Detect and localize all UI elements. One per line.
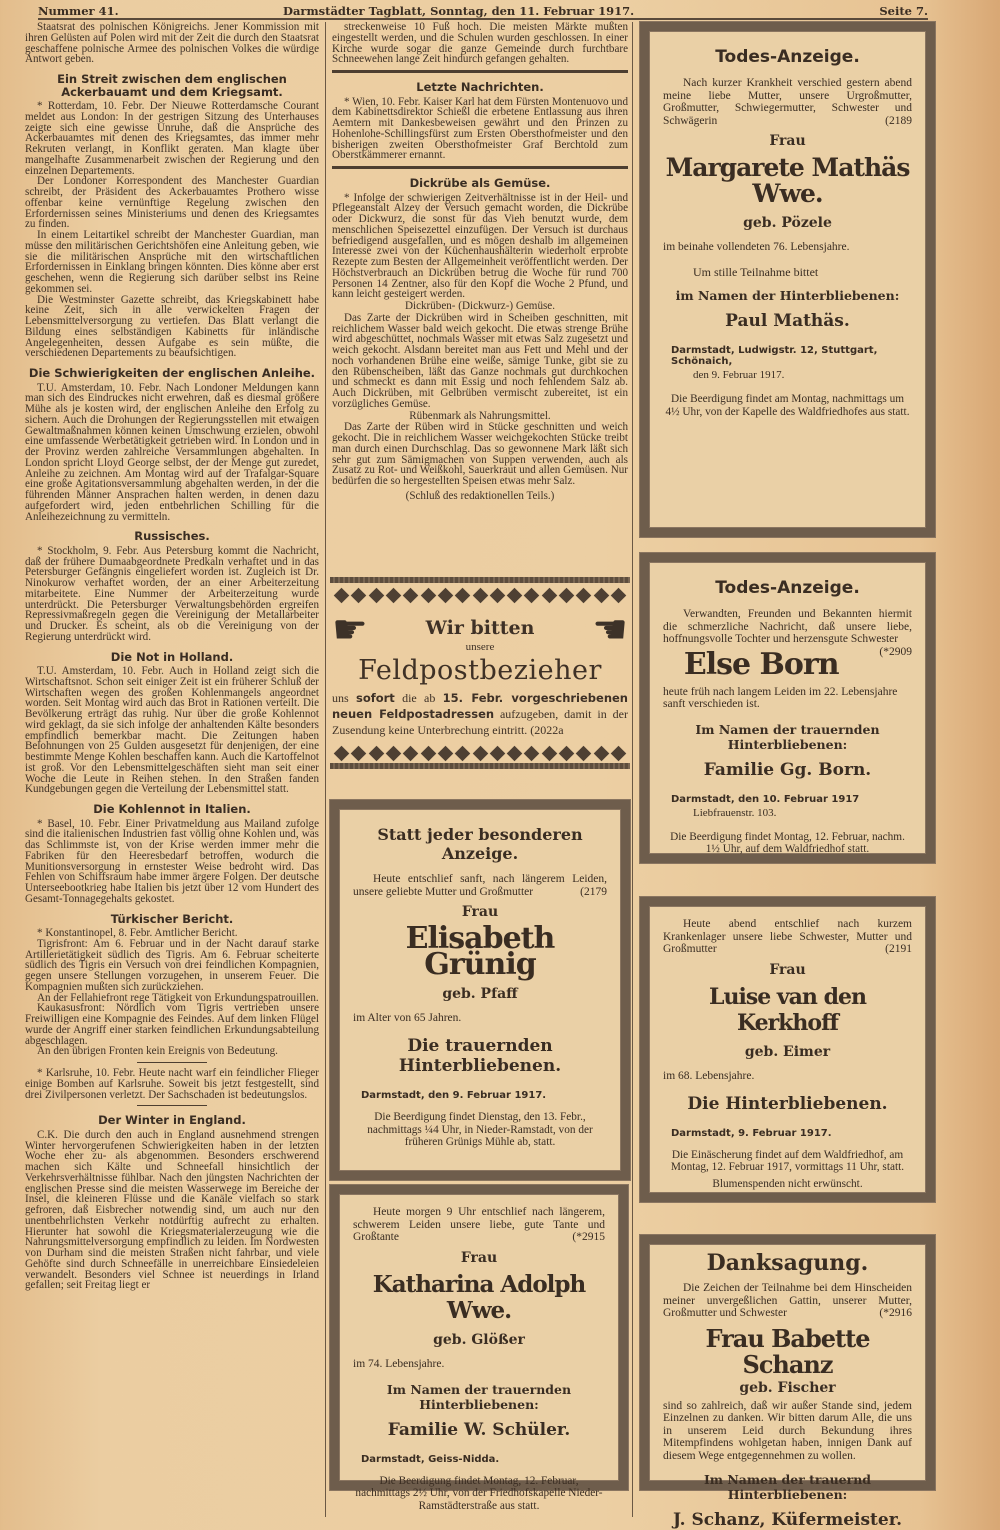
page-header — [38, 4, 928, 20]
article-paragraph: (Schluß des redaktionellen Teils.) — [405, 489, 555, 502]
ad-reference-code: (2191 — [885, 943, 912, 955]
article-paragraph: Tigrisfront: Am 6. Februar und in der Nacht darauf starke Artillerietätigkeit südlich des Tigris. Am 6. Februar scheiterte südlich des Tigris ein Versuch von drei feindlichen Kompagnien, gegen unsere Stellungen vorzugehen, in unserem Feuer. Die Kompagnien mußten sich zurückziehen. — [25, 937, 319, 993]
article-paragraph: Kaukasusfront: Nördlich vom Tigris vertrieben unsere Freiwilligen eine Kompagnie des Feindes. Auf dem linken Flügel wurde der Angriff einer starken feindlichen Erkundungsabteilung abgeschlagen. — [25, 1002, 319, 1047]
issue-number: Nummer 41. — [38, 4, 119, 18]
notice-signer — [663, 1510, 912, 1530]
masthead: Darmstädter Tagblatt, Sonntag, den 11. Februar 1917. — [283, 4, 635, 18]
notice-text: geb. Fischer — [739, 1379, 836, 1396]
diamond-border — [330, 744, 630, 763]
notice-age — [663, 686, 912, 710]
notice-text: geb. Pözele — [743, 215, 832, 231]
ad-title: Feldpostbezieher — [358, 655, 602, 686]
notice-text: Die Beerdigung findet Dienstag, den 13. Febr., nachmittags ¼4 Uhr, in Nieder-Ramstadt, von der früheren Grünigs Mühle ab, statt. — [367, 1111, 593, 1148]
notice-text: im 74. Lebensjahre. — [353, 1357, 445, 1370]
notice-text: Im Namen der trauernden Hinterbliebenen: — [695, 721, 880, 752]
notice-frau — [353, 904, 607, 920]
notice-age — [663, 1070, 912, 1082]
notice-text: J. Schanz, Küfermeister. — [672, 1510, 903, 1530]
notice-text: Familie W. Schüler. — [387, 1419, 571, 1440]
article-paragraph: Das Zarte der Rüben wird in Stücke geschnitten und weich gekocht. Die in reichlichem Wasser weichgekochten Stücke treibt man durch einen Durchschlag. Das so gewonnene Mark läßt sich sehr gut zum Sämigmachen von Suppen verwenden, auch als Zusatz zu Rot- und Weißkohl, Sauerkraut und allen Gemüsen. Nur bedürfen die so hergestellten Speisen etwas mehr Salz. — [332, 421, 628, 487]
ad-bold-text: sofort — [355, 691, 395, 705]
notice-funeral — [353, 1475, 605, 1513]
ornamental-band — [330, 577, 630, 583]
article-paragraph: * Stockholm, 9. Febr. Aus Petersburg kommt die Nachricht, daß der frühere Dumaabgeordnete Predkaln verhaftet und in das Petersburger Gefängnis eingeliefert worden ist. Zugleich ist Dr. Ninokurow verhaftet worden, der an einer Arbeiterzeitung mitarbeitete. Eine Nummer der Arbeiterzeitung wurde unterdrückt. Die Petersburger Verwaltungsbehörden ergreifen Repressivmaßregeln gegen die Vereinigung der Metallarbeiter und Drucker. Es scheint, als ob die Vereinigung von der Regierung unterdrückt wird. — [25, 544, 319, 643]
notice-intro — [353, 873, 607, 898]
article-heading: Der Winter in England. — [98, 1113, 246, 1128]
death-notice-mathaes — [640, 22, 935, 537]
notice-text: Die Zeichen der Teilnahme bei dem Hinscheiden meiner unvergeßlichen Gattin, unserer Mutter, Großmutter und Schwester — [663, 1282, 912, 1319]
notice-signer — [353, 1036, 607, 1076]
left-news-column — [25, 22, 319, 1516]
notice-signer — [663, 311, 912, 331]
notice-text: Verwandten, Freunden und Bekannten hiermit die schmerzliche Nachricht, daß unsere liebe, hoffnungsvolle Tochter und herzensgute Schwester — [663, 608, 912, 645]
notice-name — [353, 921, 607, 982]
ad-text: die ab — [394, 691, 443, 705]
article-heading: Dickrübe als Gemüse. — [409, 176, 551, 190]
notice-text: Frau — [769, 961, 806, 978]
diamond-border — [330, 586, 630, 605]
article-paragraph: Staatsrat des polnischen Königreichs. Jener Kommission mit ihren Gelüsten auf Polen wird mit der Zeit die durch den Staatsrat geschaffene polnische Armee des polnischen Volkes die würdige Antwort geben. — [25, 21, 319, 66]
death-notice-kerkhoff — [640, 897, 935, 1202]
divider-rule — [137, 1105, 207, 1106]
article-heading: Die Not in Holland. — [110, 649, 234, 664]
notice-text: im beinahe vollendeten 76. Lebensjahre. — [663, 241, 850, 253]
ad-reference-code: (2189 — [885, 114, 912, 127]
article-paragraph: C.K. Die durch den auch in England ausnehmend strengen Winter hervorgerufenen Schwierigkeiten haben in der letzten Woche eher zu- als abgenommen. Besonders erschwerend machen sich Kälte und Schneefall hinsichtlich der Verkehrsverhältnisse fühlbar. Nach den jüngsten Nachrichten der englischen Presse sind die meisten Wasserwege im Bereiche der Insel, die kleineren Flüsse und die Kanäle vielfach so stark gefroren, daß Eisbrecher notwendig sind, um auch nur den unentbehrlichsten Verkehr notdürftig aufrecht zu erhalten. Hierunter hat sowohl die Kriegsmaterialerzeugung wie die Nahrungsmittelversorgung empfindlich zu leiden. Im Nordwesten von Durham sind die meisten Straßen nicht fahrbar, und viele Gehöfte sind durch Schneefälle in unerreichbare Einsiedeleien verwandelt. Besonders viel Schnee ist neuerdings in Irland gefallen; seit Freitag liegt er — [25, 1128, 319, 1292]
notice-geb — [353, 986, 607, 1002]
notice-text: geb. Glößer — [433, 1331, 525, 1348]
ad-reference-code: (*2909 — [879, 645, 912, 658]
notice-intro — [663, 918, 912, 956]
notice-place2 — [663, 369, 912, 381]
notice-place — [353, 1090, 607, 1101]
notice-title — [353, 825, 607, 863]
notice-text: im Alter von 65 Jahren. — [353, 1012, 462, 1024]
notice-geb — [663, 1380, 912, 1396]
notice-sign2 — [353, 1382, 605, 1412]
divider-rule — [137, 1062, 207, 1063]
article-paragraph: * Konstantinopel, 8. Febr. Amtlicher Bericht. — [37, 927, 238, 939]
notice-frau — [663, 962, 912, 978]
ad-headline: Wir bitten — [425, 617, 535, 639]
article-paragraph: An der Fellahiefront rege Tätigkeit von Erkundungspatrouillen. — [37, 991, 319, 1004]
notice-text: geb. Eimer — [744, 1043, 831, 1060]
notice-text: sind so zahlreich, daß wir außer Stande sind, jedem Einzelnen zu danken. Wir bitten darum Alle, die uns in unserem Leid durch Bekundung ihres Mitempfindens wohlgetan haben, innigen Dank auf diesem Wege entgegennehmen zu wollen. — [663, 1399, 912, 1462]
column-divider — [632, 22, 633, 1517]
notice-text: Darmstadt, den 10. Februar 1917 — [671, 793, 860, 805]
divider-rule — [332, 70, 628, 73]
notice-title — [663, 47, 912, 67]
ad-bold-text: 15. Febr. vorgeschriebenen neuen Feldpostadressen — [332, 691, 628, 721]
notice-name — [663, 1323, 912, 1379]
notice-text: Heute abend entschlief nach kurzem Krankenlager unsere liebe Schwester, Mutter und Großmutter — [663, 918, 912, 955]
notice-text: Im Namen der trauernd Hinterbliebenen: — [703, 1472, 872, 1502]
article-paragraph: Die Westminster Gazette schreibt, das Kriegskabinett habe keine Zeit, sich in alle verwickelten Fragen der Lebensmittelversorgung zu vertiefen. Das Blatt verlangt die Bildung eines selbständigen Kabinetts für inländische Angelegenheiten, dessen Aufgabe es sein müßte, die verschiedenen Departements zu beaufsichtigen. — [25, 293, 319, 360]
middle-news-column — [332, 22, 628, 572]
notice-text: im Namen der Hinterbliebenen: — [675, 288, 900, 303]
notice-text: Todes-Anzeige. — [715, 47, 860, 67]
ad-subline: unsere — [465, 641, 495, 653]
article-paragraph: T.U. Amsterdam, 10. Febr. Nach Londoner Meldungen kann man sich des Eindruckes nicht erwehren, daß es diesmal größere Mühe als je kosten wird, der englischen Anleihe den Erfolg zu sichern. Auch die Drohungen der Regierungsstellen mit etwaigen Gewaltmaßnahmen können keinen Umschwung erzielen, obwohl eine umfassende Werbetätigkeit getrieben wird. In London und in der Provinz werden zahlreiche Versammlungen abgehalten. In London spricht Lloyd George selbst, der der Menge gut zuredet, Anleihe zu zeichnen. Am Montag wird auf der Trafalgar-Square eine große Agitationsversammlung abgehalten werden, in der die führenden Männer Ansprachen halten werden, in denen dazu aufgefordert wird, jeden entbehrlichen Schilling für die Anleihezeichnung zu vermitteln. — [25, 381, 319, 523]
notice-text: heute früh nach langem Leiden im 22. Lebensjahre sanft verschieden ist. — [663, 685, 898, 710]
notice-intro — [663, 1282, 912, 1320]
notice-text: Paul Mathäs. — [725, 311, 850, 331]
notice-funeral — [663, 831, 912, 856]
notice-text: Darmstadt, Ludwigstr. 12, Stuttgart, Schönaich, — [671, 345, 878, 367]
ornamental-band — [330, 763, 630, 769]
death-notice-born — [640, 553, 935, 863]
notice-text: Familie Gg. Born. — [703, 759, 872, 780]
notice-text: Frau — [769, 133, 806, 149]
notice-funeral — [663, 1149, 912, 1174]
page-number: Seite 7. — [879, 4, 928, 18]
notice-title — [663, 1250, 912, 1276]
pointing-hand-right-icon: ☛ — [332, 607, 368, 652]
article-heading: Letzte Nachrichten. — [416, 80, 544, 94]
notice-text: Darmstadt, 9. Februar 1917. — [671, 1127, 832, 1139]
notice-age — [663, 241, 912, 253]
ad-text: aufzugeben, damit in der Zusendung keine Unterbrechung eintritt. — [332, 707, 628, 737]
notice-geb — [353, 1332, 605, 1348]
notice-intro — [663, 608, 912, 658]
notice-text: Die trauernden Hinterbliebenen. — [398, 1036, 562, 1076]
feldpost-advertisement — [330, 577, 630, 790]
ad-body — [330, 690, 630, 738]
notice-text: Um stille Teilnahme bittet — [693, 265, 819, 279]
article-heading: Türkischer Bericht. — [110, 911, 234, 926]
notice-text: im 68. Lebensjahre. — [663, 1069, 755, 1082]
article-paragraph: * Rotterdam, 10. Febr. Der Nieuwe Rotterdamsche Courant meldet aus London: In der gestrigen Sitzung des Unterhauses zeigte sich eine gewisse Unruhe, daß die Ansprüche des Ackerbauamtes mit denen des Kriegsamtes, das immer mehr Rekruten verlangt, in Konflikt geraten. Man klagte über mangelhafte Zusammenarbeit zwischen der Regierung und den einzelnen Departements. — [25, 100, 319, 177]
article-paragraph: * Karlsruhe, 10. Febr. Heute nacht warf ein feindlicher Flieger einige Bomben auf Karlsruhe. Soweit bis jetzt festgestellt, sind drei Zivilpersonen verletzt. Der Sachschaden ist bedeutungslos. — [25, 1067, 319, 1101]
notice-text: den 9. Februar 1917. — [693, 369, 785, 381]
notice-text: Darmstadt, den 9. Februar 1917. — [361, 1090, 547, 1101]
death-notice-gruenig — [330, 800, 630, 1180]
article-heading: Ein Streit zwischen dem englischen Ackerbauamt und dem Kriegsamt. — [57, 72, 287, 99]
notice-text: Margarete Mathäs Wwe. — [665, 153, 910, 208]
article-heading: Die Kohlennot in Italien. — [93, 802, 251, 816]
notice-text: Liebfrauenstr. 103. — [693, 806, 777, 819]
notice-text: Todes-Anzeige. — [715, 578, 860, 598]
notice-signer — [663, 1094, 912, 1114]
notice-name — [353, 1272, 605, 1324]
notice-place2 — [663, 807, 912, 819]
notice-text: Die Beerdigung findet Montag, 12. Februar, nachm. 1½ Uhr, auf dem Waldfriedhof statt. — [670, 830, 905, 855]
notice-sign2 — [663, 1472, 912, 1502]
notice-signer — [353, 1420, 605, 1440]
notice-text: Else Born — [683, 646, 839, 682]
ad-code: (2022a — [530, 723, 564, 737]
article-paragraph: * Wien, 10. Febr. Kaiser Karl hat dem Fürsten Montenuovo und dem Kabinettsdirektor Schießl die erbetene Entlassung aus ihren Aemtern mit Dankesbeweisen gewährt und den Prinzen zu Hohenlohe-Schillingsfürst zum Ersten Obersthofmeister und den bisherigen zweiten Obersthofmeister Graf Berchtold zum Oberstkämmerer ernannt. — [332, 95, 628, 162]
notice-frau — [353, 1250, 605, 1266]
article-paragraph: In einem Leitartikel schreibt der Manchester Guardian, man müsse den militärischen Gerichtshöfen eine Anleitung geben, wie sie die militärischen Ansprüche mit den wirtschaftlichen Erfordernissen in Einklang bringen könnten. Dies könne aber erst geschehen, wenn die Regierung sich darüber selbst ins Reine gekommen sei. — [25, 229, 319, 295]
article-paragraph: * Infolge der schwierigen Zeitverhältnisse ist in der Heil- und Pflegeanstalt Alzey der Versuch gemacht worden, die Dickrübe oder Dickwurz, die sonst für das Vieh benutzt wurde, dem menschlichen Speisezettel einzufügen. Der Versuch ist durchaus befriedigend ausgefallen, und es mögen deshalb im allgemeinen Interesse zwei von der Küchenhaushälterin wiederholt erprobte Rezepte zum Besten der Allgemeinheit veröffentlicht werden. Der Höchstverbrauch an Dickrüben betrug die Woche für rund 700 Personen 14 Zentner, also für den Kopf die Woche 2 Pfund, und kann leicht gesteigert werden. — [332, 191, 628, 301]
notice-geb — [663, 215, 912, 231]
death-notice-adolph — [330, 1185, 628, 1512]
notice-place — [353, 1454, 605, 1465]
notice-sign2 — [663, 288, 912, 303]
article-paragraph: T.U. Amsterdam, 10. Febr. Auch in Holland zeigt sich die Wirtschaftsnot. Schon seit einiger Zeit ist ein früherer Schluß der Wirtschaften wegen des großen Kohlenmangels angeordnet worden. Seit Montag wird auch das Brot in Rationen verteilt. Die Bevölkerung erträgt das ruhig. Nur über die große Kohlennot wird geklagt, da sie sich infolge der anhaltenden Kälte besonders empfindlich bemerkbar macht. Die Zeitungen haben Belohnungen von 25 Gulden ausgesetzt für denjenigen, der eine bestimmte Menge Kohlen beschaffen kann. Auch die Kartoffelnot ist groß. Vor den Lebensmittelgeschäften sieht man seit einer Woche die Leute in Reihen stehen. In den Straßen fanden Kundgebungen gegen die Verteilung der Lebensmittel statt. — [25, 665, 319, 796]
notice-intro — [663, 77, 912, 127]
notice-text: Nach kurzer Krankheit verschied gestern abend meine liebe Mutter, unsere Urgroßmutter, Großmutter, Schwiegermutter, Schwester und Schwägerin — [663, 77, 912, 127]
notice-name — [663, 155, 912, 207]
notice-text: Die Einäscherung findet auf dem Waldfriedhof, am Montag, 12. Februar 1917, vormittags 11 Uhr, statt. — [670, 1148, 905, 1173]
article-paragraph: Der Londoner Korrespondent des Manchester Guardian schreibt, der Präsident des Ackerbauamtes Prothero wisse offenbar keine vernünftige Regelung zwischen den Erfordernissen seines Ministeriums und denen des Kriegsamtes zu finden. — [25, 175, 319, 231]
notice-text: Im Namen der trauernden Hinterbliebenen: — [386, 1381, 572, 1412]
notice-frau — [663, 133, 912, 149]
notice-text: geb. Pfaff — [442, 986, 518, 1002]
notice-text: Frau — [461, 904, 499, 920]
article-paragraph: * Basel, 10. Febr. Einer Privatmeldung aus Mailand zufolge sind die italienischen Industrien fast völlig ohne Kohlen und, was das Schlimmste ist, von der Krise werden immer mehr die Fabriken für den Heeresbedarf betroffen, wodurch die Munitionsversorgung in ernstester Weise bedroht wird. Das Fehlen von Schiffsraum habe immer ärgere Folgen. Der deutsche Unterseebootkrieg habe Italien bis jetzt über 12 vom Hundert des Gesamt-Tonnagegehalts gekostet. — [25, 817, 319, 905]
notice-text: Die Beerdigung findet am Montag, nachmittags um 4½ Uhr, von der Kapelle des Waldfriedhofes aus statt. — [665, 393, 910, 418]
notice-text: Frau Babette Schanz — [705, 1323, 870, 1379]
ad-reference-code: (*2916 — [879, 1307, 912, 1319]
notice-text: Danksagung. — [706, 1250, 869, 1276]
notice-text: Katharina Adolph Wwe. — [372, 1270, 586, 1324]
notice-text: Heute morgen 9 Uhr entschlief nach längerem, schwerem Leiden unsere liebe, gute Tante und Großtante — [353, 1206, 605, 1243]
notice-intro — [353, 1206, 605, 1244]
notice-extra — [663, 1178, 912, 1190]
divider-rule — [332, 166, 628, 169]
notice-place — [663, 794, 912, 805]
notice-geb — [663, 1044, 912, 1060]
notice-name — [663, 984, 912, 1036]
notice-text: Die Hinterbliebenen. — [687, 1093, 888, 1114]
recipe-subheading: Rübenmark als Nahrungsmittel. — [409, 409, 551, 422]
notice-age — [353, 1012, 607, 1024]
notice-text: Luise van den Kerkhoff — [709, 983, 866, 1036]
notice-body — [663, 1400, 912, 1463]
article-paragraph: streckenweise 10 Fuß hoch. Die meisten Märkte mußten eingestellt werden, und die Schulen wurden geschlossen. In einer Kirche wurde sogar die ganze Gemeinde durch furchtbare Schneewehen lange Zeit hindurch gefangen gehalten. — [332, 21, 628, 66]
notice-age — [353, 1358, 605, 1370]
notice-sign2 — [663, 722, 912, 752]
ad-reference-code: (2179 — [580, 885, 607, 898]
article-heading: Die Schwierigkeiten der englischen Anleihe. — [28, 366, 316, 380]
notice-sign — [663, 265, 912, 280]
notice-title — [663, 578, 912, 598]
notice-text: Frau — [460, 1249, 498, 1266]
column-divider — [325, 22, 326, 1517]
notice-text: Statt jeder besonderen Anzeige. — [377, 825, 583, 863]
notice-text: Heute entschlief sanft, nach längerem Leiden, unsere geliebte Mutter und Großmutter — [353, 873, 607, 898]
notice-signer — [663, 760, 912, 780]
pointing-hand-left-icon: ☚ — [592, 607, 628, 652]
article-heading: Russisches. — [134, 529, 210, 544]
ad-text: uns — [332, 691, 356, 705]
notice-text: Die Beerdigung findet Montag, 12. Februar, nachmittags 2½ Uhr, von der Friedhofskapelle Nieder-Ramstädterstraße aus statt. — [355, 1474, 603, 1512]
notice-funeral — [663, 393, 912, 418]
notice-place — [663, 345, 912, 367]
recipe-subheading: Dickrüben- (Dickwurz-) Gemüse. — [404, 300, 555, 312]
thanks-notice-schanz — [640, 1235, 935, 1530]
notice-text: Blumenspenden nicht erwünscht. — [712, 1177, 863, 1190]
notice-funeral — [353, 1111, 607, 1149]
notice-text: Elisabeth Grünig — [405, 921, 555, 982]
article-paragraph: An den übrigen Fronten kein Ereignis von Bedeutung. — [37, 1045, 278, 1058]
ad-reference-code: (*2915 — [572, 1231, 605, 1243]
notice-place — [663, 1128, 912, 1139]
notice-text: Darmstadt, Geiss-Nidda. — [361, 1453, 500, 1465]
article-paragraph: Das Zarte der Dickrüben wird in Scheiben geschnitten, mit reichlichem Wasser bald weich gekocht. Die etwas strenge Brühe wird abgeschüttet, nochmals Wasser mit etwas Salz zugesetzt und weich gekocht. Alsdann bereitet man aus Fett und Mehl und der noch vorhandenen Brühe eine weiße, sämige Tunke, gibt sie zu den Rübenscheiben, läßt das Ganze nochmals gut durchkochen und schmeckt es dann mit Essig und noch fehlendem Salz ab. Auch Dickrüben, mit Gelbrüben vermischt zubereitet, ist ein vorzügliches Gemüse. — [332, 311, 628, 410]
